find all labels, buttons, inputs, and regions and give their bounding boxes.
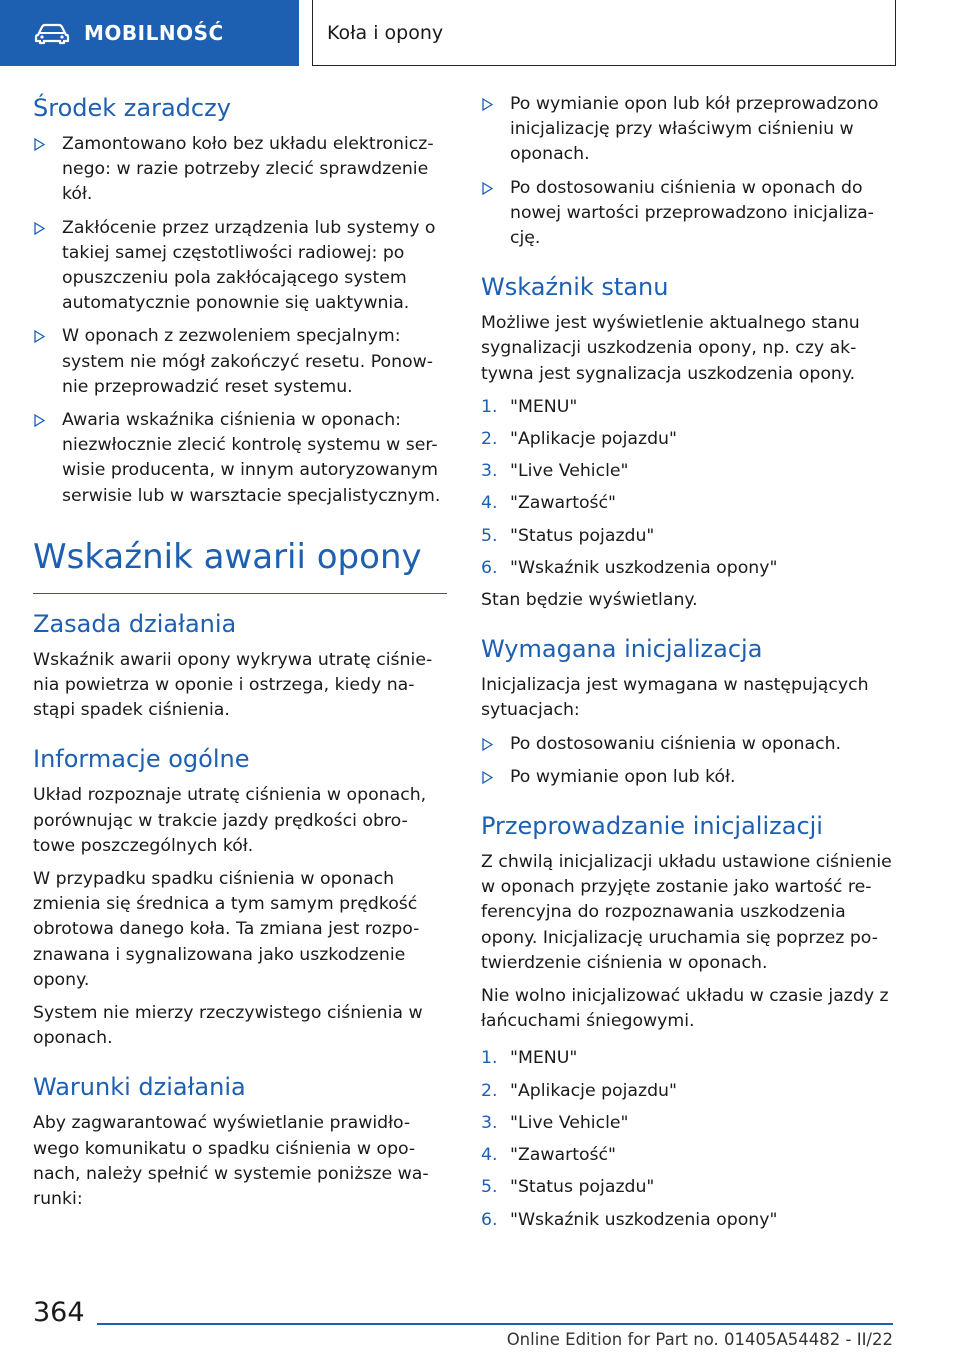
status-result: Stan będzie wyświetlany.	[481, 590, 698, 611]
status-steps	[481, 395, 897, 581]
car-icon	[34, 21, 70, 45]
step-item: 1. "MENU"	[481, 396, 578, 417]
list-item: Po dostosowaniu ciśnienia w oponach.	[481, 732, 897, 757]
topic-tab	[312, 0, 896, 66]
page-number: 364	[33, 1297, 85, 1328]
step-item: 1. "MENU"	[481, 1048, 578, 1069]
list-item: Zamontowano koło bez układu elektronicz-nego: w razie potrzeby zlecić sprawdzenie kół.	[33, 132, 447, 208]
required-init-heading: Wymagana inicjalizacja	[481, 635, 763, 664]
step-item: 4. "Zawartość"	[481, 493, 617, 514]
principle-text: Wskaźnik awarii opony wykrywa utratę ciśnie-nia powietrza w oponie i ostrzega, kiedy na-stąpi spadek ciśnienia.	[33, 649, 433, 721]
remedy-heading: Środek zaradczy	[33, 94, 231, 122]
step-item: 3. "Live Vehicle"	[481, 461, 629, 482]
required-init-text: Inicjalizacja jest wymagana w następujących sytuacjach:	[481, 675, 869, 721]
list-item: Po wymianie opon lub kół.	[481, 765, 897, 790]
step-item: 4. "Zawartość"	[481, 1145, 617, 1166]
status-text: Możliwe jest wyświetlenie aktualnego stanu sygnalizacji uszkodzenia opony, np. czy ak-tywna jest sygnalizacja uszkodzenia opony.	[481, 313, 860, 384]
perform-init-paragraph-2: Nie wolno inicjalizować układu w czasie jazdy z łańcuchami śniegowymi.	[481, 986, 889, 1032]
step-item: 6. "Wskaźnik uszkodzenia opony"	[481, 1209, 778, 1230]
section-label: MOBILNOŚĆ	[84, 21, 224, 45]
triangle-bullet-icon	[482, 98, 493, 111]
edition-note: Online Edition for Part no. 01405A54482 - II/22	[506, 1330, 893, 1349]
list-item: Awaria wskaźnika ciśnienia w oponach: niezwłocznie zlecić kontrolę systemu w ser-wisie producenta, w innym autoryzowanym serwisie lub w warsztacie specjalistycznym.	[33, 408, 447, 509]
triangle-bullet-icon	[482, 771, 493, 784]
footer-divider	[97, 1323, 893, 1325]
triangle-bullet-icon	[34, 138, 45, 151]
step-item: 5. "Status pojazdu"	[481, 525, 655, 546]
triangle-bullet-icon	[482, 738, 493, 751]
step-item: 5. "Status pojazdu"	[481, 1177, 655, 1198]
section-tab	[0, 0, 299, 66]
step-item: 6. "Wskaźnik uszkodzenia opony"	[481, 557, 778, 578]
list-item: Po wymianie opon lub kół przeprowadzono inicjalizację przy właściwym ciśnieniu w oponach.	[481, 92, 897, 168]
page-header	[0, 0, 960, 66]
triangle-bullet-icon	[482, 182, 493, 195]
triangle-bullet-icon	[34, 330, 45, 343]
list-item: W oponach z zezwoleniem specjalnym: system nie mógł zakończyć resetu. Ponow-nie przeprowadzić reset systemu.	[33, 324, 447, 400]
list-item: Po dostosowaniu ciśnienia w oponach do nowej wartości przeprowadzono inicjaliza-cję.	[481, 176, 897, 252]
main-heading: Wskaźnik awarii opony	[33, 535, 447, 594]
conditions-heading: Warunki działania	[33, 1073, 246, 1102]
required-init-list	[481, 732, 897, 790]
triangle-bullet-icon	[34, 414, 45, 427]
general-heading: Informacje ogólne	[33, 745, 250, 774]
perform-init-paragraph-1: Z chwilą inicjalizacji układu ustawione ciśnienie w oponach przyjęte zostanie jako wartość re-ferencyjna do rozpoznawania uszkodzenia opony. Inicjalizację uruchamia się poprzez po-twierdzenie ciśnienia w oponach.	[481, 852, 892, 973]
step-item: 2. "Aplikacje pojazdu"	[481, 429, 677, 450]
status-heading: Wskaźnik stanu	[481, 273, 669, 302]
principle-heading: Zasada działania	[33, 609, 237, 638]
step-item: 3. "Live Vehicle"	[481, 1112, 629, 1133]
step-item: 2. "Aplikacje pojazdu"	[481, 1080, 677, 1101]
left-column	[33, 92, 447, 1220]
general-paragraph-3: System nie mierzy rzeczywistego ciśnienia w oponach.	[33, 1003, 423, 1049]
topic-label: Koła i opony	[327, 21, 444, 44]
perform-steps	[481, 1046, 897, 1232]
perform-init-heading: Przeprowadzanie inicjalizacji	[481, 812, 823, 841]
conditions-list	[481, 92, 897, 251]
list-item: Zakłócenie przez urządzenia lub systemy o takiej samej częstotliwości radiowej: po opuszczeniu pola zakłócającego system automatycznie ponownie się uaktywnia.	[33, 216, 447, 317]
general-paragraph-2: W przypadku spadku ciśnienia w oponach zmienia się średnica a tym samym prędkość obrotowa danego koła. Ta zmiana jest rozpo-znawana i sygnalizowana jako uszkodzenie opony.	[33, 869, 420, 990]
remedy-list	[33, 132, 447, 509]
triangle-bullet-icon	[34, 222, 45, 235]
conditions-text: Aby zagwarantować wyświetlanie prawidło-wego komunikatu o spadku ciśnienia w opo-nach, należy spełnić w systemie poniższe wa-runki:	[33, 1113, 429, 1210]
general-paragraph-1: Układ rozpoznaje utratę ciśnienia w oponach, porównując w trakcie jazdy prędkości obro-towe poszczególnych kół.	[33, 785, 427, 856]
right-column	[481, 92, 897, 1240]
